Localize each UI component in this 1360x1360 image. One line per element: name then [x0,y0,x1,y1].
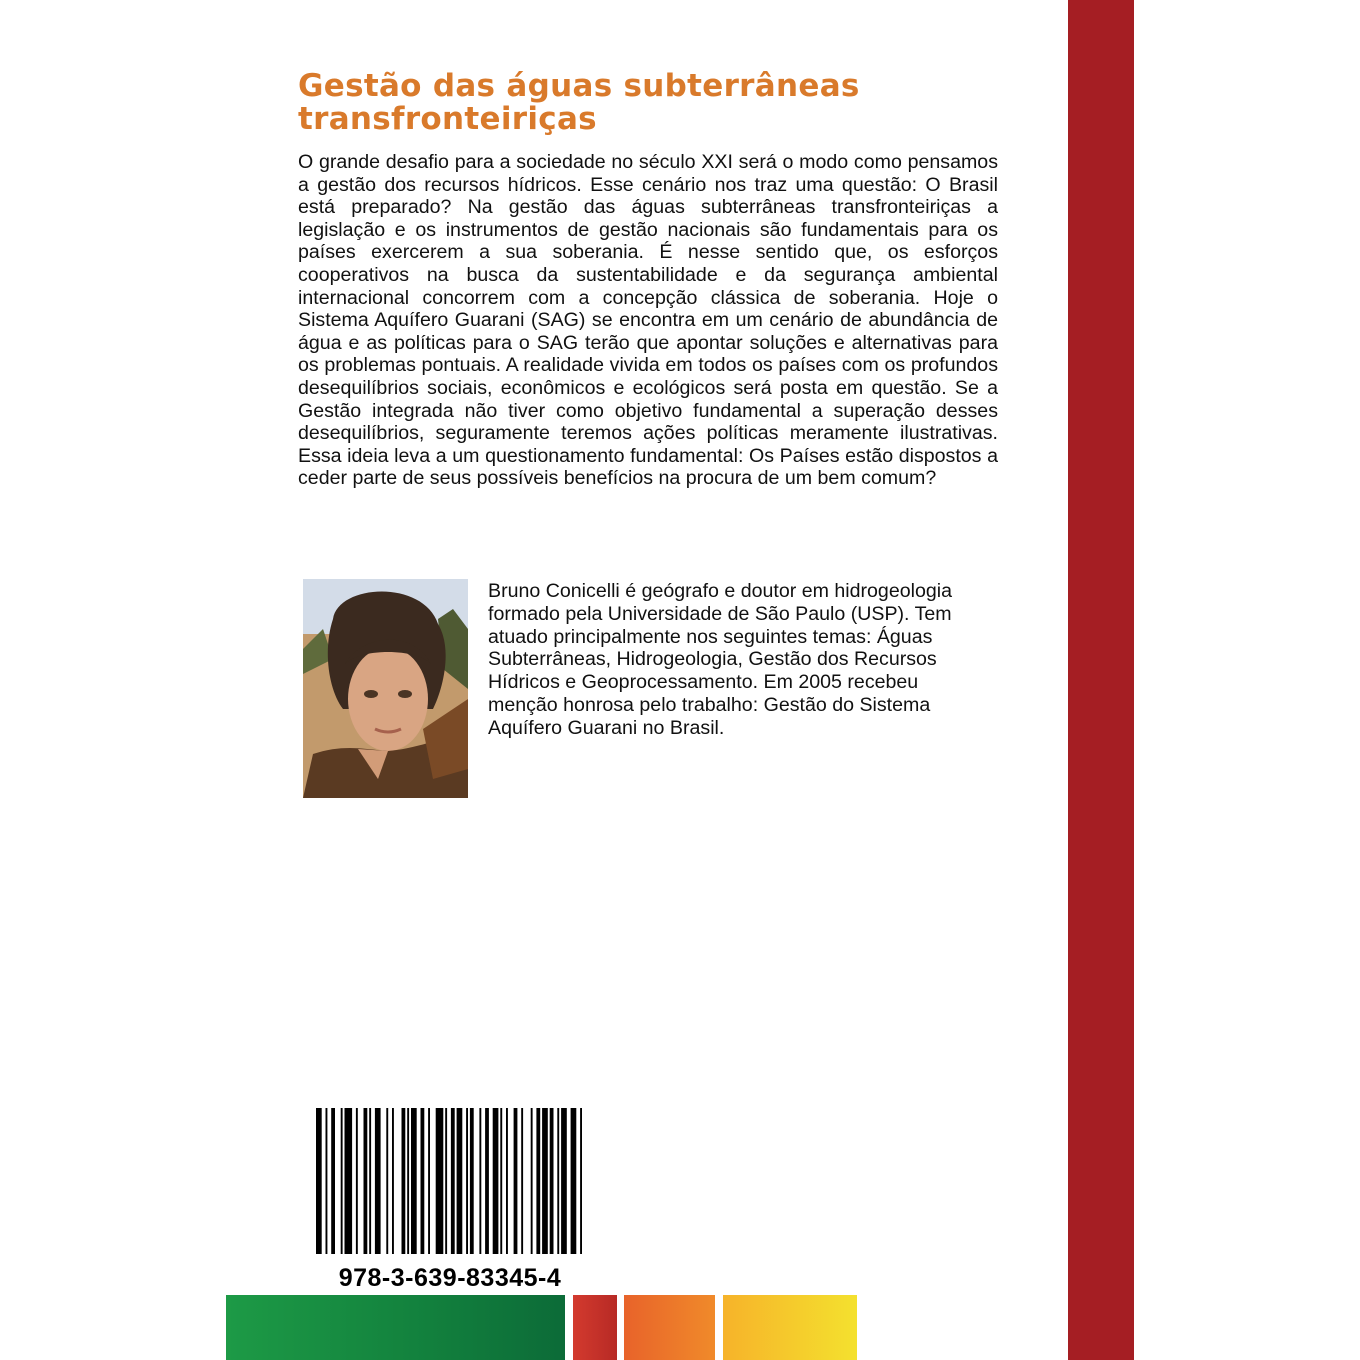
barcode-bar [485,1108,489,1254]
barcode-bar [500,1108,502,1254]
stripe-yellow [723,1295,857,1360]
barcode-bar [445,1108,447,1254]
barcode-bar [536,1108,540,1254]
barcode-bar [356,1108,358,1254]
barcode-bar [531,1108,533,1254]
barcode-bar [557,1108,559,1254]
spine-band [1068,0,1134,1360]
barcode-bar [580,1108,582,1254]
barcode-bar [411,1108,417,1254]
book-blurb: O grande desafio para a sociedade no século XXI será o modo como pensamos a gestão dos recursos hídricos. Esse cenário nos traz uma questão: O Brasil está preparado? Na gestão das águas subterrâneas transfronteiriças a legislação e os instrumentos de gestão nacionais são fundamentais para os países exercerem a sua soberania. É nesse sentido que, os esforços cooperativos na busca da sustentabilidade e da segurança ambiental internacional concorrem com a concepção clássica de soberania. Hoje o Sistema Aquífero Guarani (SAG) se encontra em um cenário de abundância de água e as políticas para o SAG terão que apontar soluções e alternativas para os problemas pontuais. A realidade vivida em todos os países com os profundos desequilíbrios sociais, econômicos e ecológicos será posta em questão. Se a Gestão integrada não tiver como objetivo fundamental a superação desses desequilíbrios, seguramente teremos ações políticas meramente ilustrativas. Essa ideia leva a um questionamento fundamental: Os Países estão dispostos a ceder parte de seus possíveis benefícios na procura de um bem comum? [298,151,998,490]
barcode-bar [571,1108,577,1254]
barcode-bar [369,1108,371,1254]
barcode-bar [457,1108,463,1254]
barcode [316,1108,582,1254]
barcode-bar [386,1108,388,1254]
barcode-bar [470,1108,474,1254]
stripe-green [226,1295,565,1360]
barcode-bar [479,1108,481,1254]
barcode-bar [392,1108,394,1254]
author-bio: Bruno Conicelli é geógrafo e doutor em hidrogeologia formado pela Universidade de São Paulo (USP). Tem atuado principalmente nos seguintes temas: Águas Subterrâneas, Hidrogeologia, Gestão dos Recursos Hídricos e Geoprocessamento. Em 2005 recebeu menção honrosa pelo trabalho: Gestão do Sistema Aquífero Guarani no Brasil. [488,580,953,739]
stripe-red [573,1295,617,1360]
barcode-bar [428,1108,430,1254]
isbn-number: 978-3-639-83345-4 [338,1264,562,1292]
barcode-bar [521,1108,523,1254]
barcode-bar [451,1108,455,1254]
stripe-orange [624,1295,715,1360]
barcode-bar [326,1108,328,1254]
barcode-bar [316,1108,322,1254]
barcode-bar [550,1108,554,1254]
barcode-bar [436,1108,444,1254]
barcode-bar [493,1108,499,1254]
barcode-bar [561,1108,567,1254]
barcode-bar [345,1108,353,1254]
barcode-bar [331,1108,335,1254]
barcode-bar [514,1108,518,1254]
barcode-bar [506,1108,508,1254]
barcode-bar [421,1108,425,1254]
barcode-bar [341,1108,343,1254]
barcode-bar [364,1108,368,1254]
barcode-bar [402,1108,406,1254]
barcode-bar [466,1108,468,1254]
barcode-bar [407,1108,409,1254]
author-photo [303,579,468,798]
barcode-bar [375,1108,381,1254]
barcode-bar [542,1108,548,1254]
book-title: Gestão das águas subterrâneas transfronteiriças [298,68,860,137]
